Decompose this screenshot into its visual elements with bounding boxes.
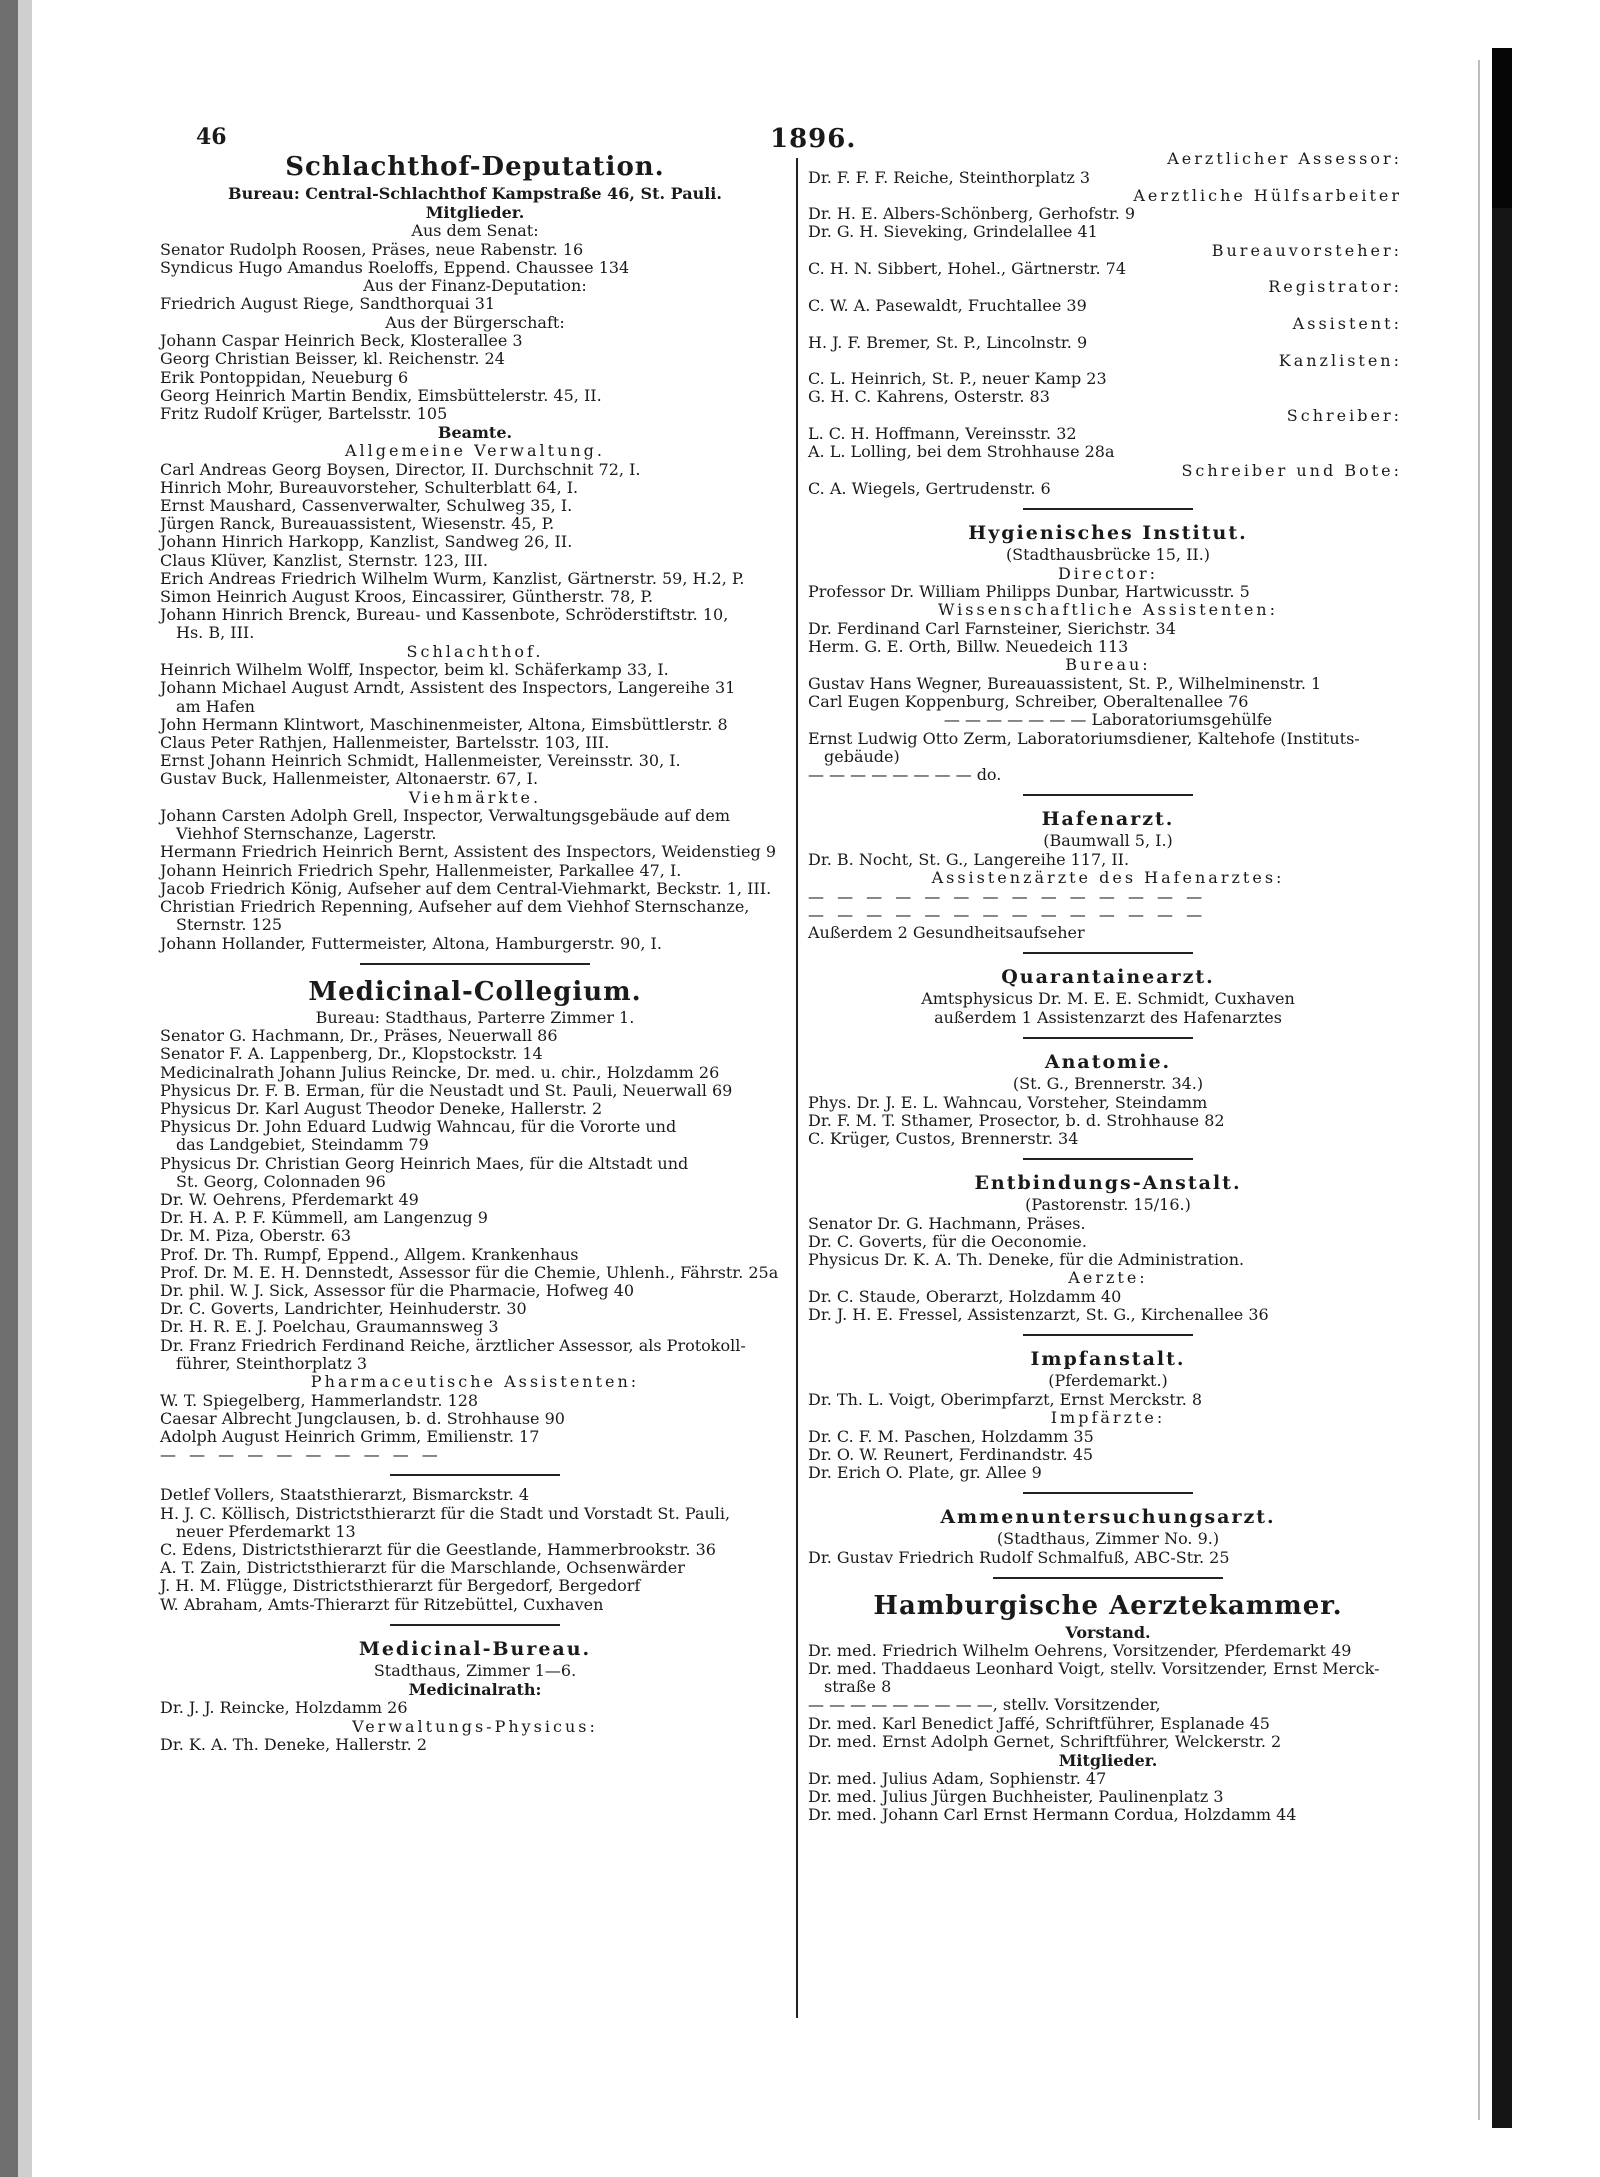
hafen-assistenz-heading: Assistenzärzte des Hafenarztes: bbox=[931, 868, 1285, 888]
schreiber-entry: L. C. H. Hoffmann, Vereinsstr. 32 bbox=[808, 424, 1077, 444]
viehmarkt-entry: Hermann Friedrich Heinrich Bernt, Assistent des Inspectors, Weidenstieg 9 bbox=[160, 842, 777, 862]
vorstand-entry-cont: straße 8 bbox=[824, 1677, 892, 1697]
section-rule bbox=[1023, 508, 1193, 510]
schlachthof-mitglieder-heading: Mitglieder. bbox=[425, 203, 525, 222]
collegium-entry: Physicus Dr. John Eduard Ludwig Wahncau, für die Vororte und bbox=[160, 1117, 677, 1137]
finanz-heading: Aus der Finanz-Deputation: bbox=[363, 275, 587, 295]
section-rule bbox=[993, 1577, 1223, 1579]
verwaltung-entry: Simon Heinrich August Kroos, Eincassirer, Güntherstr. 78, P. bbox=[160, 587, 654, 607]
collegium-entry: Dr. H. R. E. J. Poelchau, Graumannsweg 3 bbox=[160, 1317, 499, 1337]
viehmarkt-entry-cont: Viehhof Sternschanze, Lagerstr. bbox=[176, 824, 437, 844]
section-rule bbox=[1023, 1037, 1193, 1039]
verwaltungs-physicus-heading: Verwaltungs-Physicus: bbox=[352, 1716, 598, 1736]
medicinal-bureau: Bureau: Stadthaus, Parterre Zimmer 1. bbox=[315, 1007, 635, 1027]
registrator-entry: C. W. A. Pasewaldt, Fruchtallee 39 bbox=[808, 295, 1087, 315]
quarantaine-entry: Amtsphysicus Dr. M. E. E. Schmidt, Cuxhaven bbox=[921, 989, 1295, 1009]
schlachthof-heading: Schlachthof. bbox=[406, 641, 544, 661]
right-column bbox=[808, 150, 1408, 1825]
thierarzt-entry-cont: neuer Pferdemarkt 13 bbox=[176, 1521, 356, 1541]
hafen-dash-line: — — — — — — — — — — — — — — bbox=[808, 904, 1207, 924]
schreiber-entry: A. L. Lolling, bei dem Strohhause 28a bbox=[808, 442, 1115, 462]
page-edge-line bbox=[1478, 60, 1480, 2120]
hafen-dash-line: — — — — — — — — — — — — — — bbox=[808, 886, 1207, 906]
quarantaine-entry: außerdem 1 Assistenzarzt des Hafenarztes bbox=[934, 1007, 1282, 1027]
hyg-director-heading: Director: bbox=[1057, 563, 1159, 583]
hyg-bureau-heading: Bureau: bbox=[1065, 655, 1151, 675]
thierarzt-entry: H. J. C. Köllisch, Districtsthierarzt für die Stadt und Vorstadt St. Pauli, bbox=[160, 1503, 731, 1523]
thierarzt-entry: J. H. M. Flügge, Districtsthierarzt für Bergedorf, Bergedorf bbox=[160, 1576, 641, 1596]
entbindung-aerzte-heading: Aerzte: bbox=[1068, 1268, 1148, 1288]
hyg-lab-entry: Ernst Ludwig Otto Zerm, Laboratoriumsdiener, Kaltehofe (Instituts- bbox=[808, 728, 1360, 748]
kanzlist-entry: G. H. C. Kahrens, Osterstr. 83 bbox=[808, 387, 1050, 407]
assistent-heading: Assistent: bbox=[1292, 314, 1402, 334]
verwaltungs-physicus-entry: Dr. K. A. Th. Deneke, Hallerstr. 2 bbox=[160, 1735, 428, 1754]
impf-location: (Pferdemarkt.) bbox=[1048, 1371, 1168, 1391]
hyg-do-line: — — — — — — — — do. bbox=[808, 765, 1002, 785]
verwaltung-entry: Hinrich Mohr, Bureauvorsteher, Schulterblatt 64, I. bbox=[160, 477, 579, 497]
entbindung-location: (Pastorenstr. 15/16.) bbox=[1025, 1195, 1191, 1215]
viehmarkt-entry-cont: Sternstr. 125 bbox=[176, 915, 283, 935]
bureauvorsteher-heading: Bureauvorsteher: bbox=[1211, 240, 1402, 260]
impfarzt-entry: Dr. Erich O. Plate, gr. Allee 9 bbox=[808, 1462, 1042, 1482]
impfarzt-entry: Dr. O. W. Reunert, Ferdinandstr. 45 bbox=[808, 1444, 1094, 1464]
medicinalrath-entry: Dr. J. J. Reincke, Holzdamm 26 bbox=[160, 1698, 408, 1718]
viehmarkt-entry: Johann Heinrich Friedrich Spehr, Hallenmeister, Parkallee 47, I. bbox=[160, 860, 682, 880]
schlachthof-entry: Gustav Buck, Hallenmeister, Altonaerstr. 67, I. bbox=[160, 769, 539, 789]
binding-shadow-left bbox=[0, 0, 18, 2177]
senat-heading: Aus dem Senat: bbox=[411, 221, 539, 240]
binding-shadow-right-top bbox=[1492, 48, 1512, 208]
bureauvorsteher-entry: C. H. N. Sibbert, Hohel., Gärtnerstr. 74 bbox=[808, 259, 1127, 279]
viehmaerkte-heading: Viehmärkte. bbox=[408, 787, 542, 807]
hyg-wiss-entry: Dr. Ferdinand Carl Farnsteiner, Sierichstr. 34 bbox=[808, 618, 1176, 638]
bureau-location: Stadthaus, Zimmer 1—6. bbox=[373, 1660, 577, 1680]
viehmarkt-entry: Johann Hollander, Futtermeister, Altona, Hamburgerstr. 90, I. bbox=[160, 933, 662, 953]
kammer-mitglied-entry: Dr. med. Johann Carl Ernst Hermann Cordua, Holzdamm 44 bbox=[808, 1805, 1297, 1825]
verwaltung-entry: Jürgen Ranck, Bureauassistent, Wiesenstr. 45, P. bbox=[160, 514, 555, 534]
finanz-entry: Friedrich August Riege, Sandthorquai 31 bbox=[160, 294, 496, 314]
section-rule bbox=[360, 963, 590, 965]
collegium-entry: Dr. Franz Friedrich Ferdinand Reiche, ärztlicher Assessor, als Protokoll- bbox=[160, 1335, 746, 1355]
hyg-wiss-heading: Wissenschaftliche Assistenten: bbox=[938, 600, 1278, 620]
bote-heading: Schreiber und Bote: bbox=[1181, 460, 1402, 480]
buerger-entry: Johann Caspar Heinrich Beck, Klosterallee 3 bbox=[160, 331, 523, 351]
hyg-director-entry: Professor Dr. William Philipps Dunbar, Hartwicusstr. 5 bbox=[808, 582, 1250, 602]
pharm-dash-line: — — — — — — — — — — bbox=[160, 1445, 442, 1465]
buerger-entry: Fritz Rudolf Krüger, Bartelsstr. 105 bbox=[160, 403, 448, 423]
aerztl-assessor-entry: Dr. F. F. F. Reiche, Steinthorplatz 3 bbox=[808, 167, 1091, 187]
oberimpfarzt-entry: Dr. Th. L. Voigt, Oberimpfarzt, Ernst Merckstr. 8 bbox=[808, 1389, 1203, 1409]
entbindung-entry: Senator Dr. G. Hachmann, Präses. bbox=[808, 1213, 1086, 1233]
hyg-location: (Stadthausbrücke 15, II.) bbox=[1005, 545, 1211, 565]
vorstand-entry: Dr. med. Friedrich Wilhelm Oehrens, Vorsitzender, Pferdemarkt 49 bbox=[808, 1640, 1352, 1660]
collegium-entry: Physicus Dr. F. B. Erman, für die Neustadt und St. Pauli, Neuerwall 69 bbox=[160, 1080, 733, 1100]
collegium-entry: Dr. M. Piza, Oberstr. 63 bbox=[160, 1226, 352, 1246]
verwaltung-entry: Ernst Maushard, Cassenverwalter, Schulweg 35, I. bbox=[160, 496, 573, 516]
collegium-entry: Dr. H. A. P. F. Kümmell, am Langenzug 9 bbox=[160, 1208, 488, 1228]
page-year: 1896. bbox=[770, 124, 857, 154]
hyg-bureau-entry: Carl Eugen Koppenburg, Schreiber, Oberaltenallee 76 bbox=[808, 692, 1249, 712]
entbindung-arzt-entry: Dr. J. H. E. Fressel, Assistenzarzt, St. G., Kirchenallee 36 bbox=[808, 1305, 1269, 1325]
section-title-medicinal-collegium: Medicinal-Collegium. bbox=[308, 976, 642, 1007]
section-title-medicinal-bureau: Medicinal-Bureau. bbox=[358, 1637, 592, 1660]
anatomie-entry: Phys. Dr. J. E. L. Wahncau, Vorsteher, Steindamm bbox=[808, 1092, 1208, 1112]
verwaltung-entry: Claus Klüver, Kanzlist, Sternstr. 123, III. bbox=[160, 550, 488, 570]
collegium-entry: Medicinalrath Johann Julius Reincke, Dr. med. u. chir., Holzdamm 26 bbox=[160, 1062, 720, 1082]
aerztl-assessor-heading: Aerztlicher Assessor: bbox=[1167, 149, 1402, 168]
hyg-lab-heading: — — — — — — — Laboratoriumsgehülfe bbox=[943, 710, 1273, 730]
section-rule bbox=[1023, 1492, 1193, 1494]
schlachthof-bureau: Bureau: Central-Schlachthof Kampstraße 46, St. Pauli. bbox=[228, 184, 722, 203]
vorstand-entry: Dr. med. Thaddaeus Leonhard Voigt, stellv. Vorsitzender, Ernst Merck- bbox=[808, 1659, 1380, 1679]
left-column bbox=[160, 150, 790, 1754]
anatomie-entry: C. Krüger, Custos, Brennerstr. 34 bbox=[808, 1129, 1079, 1149]
binding-shadow-right bbox=[1492, 48, 1512, 2128]
senat-entry: Senator Rudolph Roosen, Präses, neue Rabenstr. 16 bbox=[160, 239, 584, 259]
pharm-heading: Pharmaceutische Assistenten: bbox=[310, 1372, 640, 1392]
viehmarkt-entry: Jacob Friedrich König, Aufseher auf dem Central-Viehmarkt, Beckstr. 1, III. bbox=[160, 878, 772, 898]
impfarzt-entry: Dr. C. F. M. Paschen, Holzdamm 35 bbox=[808, 1426, 1094, 1446]
collegium-entry: Physicus Dr. Christian Georg Heinrich Maes, für die Altstadt und bbox=[160, 1153, 689, 1173]
pharm-entry: W. T. Spiegelberg, Hammerlandstr. 128 bbox=[160, 1390, 479, 1410]
column-divider bbox=[796, 158, 798, 2018]
collegium-entry: Physicus Dr. Karl August Theodor Deneke, Hallerstr. 2 bbox=[160, 1099, 603, 1119]
amme-entry: Dr. Gustav Friedrich Rudolf Schmalfuß, ABC-Str. 25 bbox=[808, 1547, 1230, 1567]
schlachthof-entry: Heinrich Wilhelm Wolff, Inspector, beim kl. Schäferkamp 33, I. bbox=[160, 660, 669, 680]
section-title-aerztekammer: Hamburgische Aerztekammer. bbox=[873, 1590, 1343, 1621]
medicinalrath-heading: Medicinalrath: bbox=[408, 1680, 542, 1700]
verwaltung-entry-cont: Hs. B, III. bbox=[176, 623, 255, 643]
kanzlisten-heading: Kanzlisten: bbox=[1278, 350, 1402, 370]
collegium-entry: Senator G. Hachmann, Dr., Präses, Neuerwall 86 bbox=[160, 1026, 558, 1046]
anatomie-location: (St. G., Brennerstr. 34.) bbox=[1012, 1074, 1204, 1094]
collegium-entry: Dr. C. Goverts, Landrichter, Heinhuderstr. 30 bbox=[160, 1299, 527, 1319]
kanzlist-entry: C. L. Heinrich, St. P., neuer Kamp 23 bbox=[808, 369, 1107, 389]
beamte-heading: Beamte. bbox=[437, 423, 513, 443]
thierarzt-entry: C. Edens, Districtsthierarzt für die Geestlande, Hammerbrookstr. 36 bbox=[160, 1539, 716, 1559]
hyg-bureau-entry: Gustav Hans Wegner, Bureauassistent, St. P., Wilhelminenstr. 1 bbox=[808, 673, 1322, 693]
collegium-entry-cont: das Landgebiet, Steindamm 79 bbox=[176, 1135, 429, 1155]
section-title-quarantainearzt: Quarantainearzt. bbox=[1001, 966, 1215, 989]
collegium-entry: Prof. Dr. M. E. H. Dennstedt, Assessor für die Chemie, Uhlenh., Fährstr. 25a bbox=[160, 1262, 779, 1282]
huelfsarbeiter-entry: Dr. G. H. Sieveking, Grindelallee 41 bbox=[808, 222, 1098, 242]
senat-entry: Syndicus Hugo Amandus Roeloffs, Eppend. Chaussee 134 bbox=[160, 257, 630, 277]
bote-entry: C. A. Wiegels, Gertrudenstr. 6 bbox=[808, 479, 1051, 499]
buerger-entry: Georg Heinrich Martin Bendix, Eimsbüttelerstr. 45, II. bbox=[160, 385, 602, 405]
verwaltung-heading: Allgemeine Verwaltung. bbox=[344, 441, 606, 461]
assistent-entry: H. J. F. Bremer, St. P., Lincolnstr. 9 bbox=[808, 332, 1088, 352]
section-title-impfanstalt: Impfanstalt. bbox=[1030, 1348, 1186, 1371]
huelfsarbeiter-entry: Dr. H. E. Albers-Schönberg, Gerhofstr. 9 bbox=[808, 204, 1136, 224]
verwaltung-entry: Erich Andreas Friedrich Wilhelm Wurm, Kanzlist, Gärtnerstr. 59, H.2, P. bbox=[160, 568, 745, 588]
anatomie-entry: Dr. F. M. T. Sthamer, Prosector, b. d. Strohhause 82 bbox=[808, 1110, 1225, 1130]
entbindung-entry: Dr. C. Goverts, für die Oeconomie. bbox=[808, 1231, 1087, 1251]
hafen-location: (Baumwall 5, I.) bbox=[1043, 831, 1173, 851]
pharm-entry: Caesar Albrecht Jungclausen, b. d. Strohhause 90 bbox=[160, 1408, 565, 1428]
collegium-entry: Senator F. A. Lappenberg, Dr., Klopstockstr. 14 bbox=[160, 1044, 543, 1064]
thierarzt-entry: Detlef Vollers, Staatsthierarzt, Bismarckstr. 4 bbox=[160, 1485, 530, 1505]
section-rule bbox=[1023, 1334, 1193, 1336]
hyg-wiss-entry: Herm. G. E. Orth, Billw. Neuedeich 113 bbox=[808, 637, 1129, 657]
hafen-gesundheit-entry: Außerdem 2 Gesundheitsaufseher bbox=[808, 922, 1085, 942]
buerger-entry: Georg Christian Beisser, kl. Reichenstr. 24 bbox=[160, 349, 505, 369]
huelfsarbeiter-heading: Aerztliche Hülfsarbeiter bbox=[1133, 185, 1402, 205]
collegium-entry: Dr. phil. W. J. Sick, Assessor für die Pharmacie, Hofweg 40 bbox=[160, 1281, 635, 1301]
hyg-lab-entry-cont: gebäude) bbox=[824, 746, 900, 766]
kammer-mitglied-entry: Dr. med. Julius Jürgen Buchheister, Paulinenplatz 3 bbox=[808, 1787, 1224, 1807]
entbindung-arzt-entry: Dr. C. Staude, Oberarzt, Holzdamm 40 bbox=[808, 1286, 1122, 1306]
entbindung-entry: Physicus Dr. K. A. Th. Deneke, für die Administration. bbox=[808, 1250, 1245, 1270]
section-rule bbox=[390, 1474, 560, 1476]
buerger-entry: Erik Pontoppidan, Neueburg 6 bbox=[160, 367, 409, 387]
collegium-entry-cont: St. Georg, Colonnaden 96 bbox=[176, 1171, 386, 1191]
schreiber-heading: Schreiber: bbox=[1286, 405, 1402, 425]
section-title-schlachthof: Schlachthof-Deputation. bbox=[285, 152, 665, 182]
schlachthof-entry: Johann Michael August Arndt, Assistent des Inspectors, Langereihe 31 bbox=[160, 678, 736, 698]
binding-edge-left bbox=[18, 0, 32, 2177]
schlachthof-entry: Ernst Johann Heinrich Schmidt, Hallenmeister, Vereinsstr. 30, I. bbox=[160, 751, 681, 771]
vorstand-entry: Dr. med. Ernst Adolph Gernet, Schriftführer, Welckerstr. 2 bbox=[808, 1731, 1282, 1751]
hafenarzt-entry: Dr. B. Nocht, St. G., Langereihe 117, II. bbox=[808, 849, 1130, 869]
buerger-heading: Aus der Bürgerschaft: bbox=[385, 312, 565, 332]
impfaerzte-heading: Impfärzte: bbox=[1050, 1408, 1166, 1427]
section-title-entbindungs-anstalt: Entbindungs-Anstalt. bbox=[974, 1172, 1242, 1195]
thierarzt-entry: A. T. Zain, Districtsthierarzt für die Marschlande, Ochsenwärder bbox=[160, 1558, 685, 1578]
pharm-entry: Adolph August Heinrich Grimm, Emilienstr. 17 bbox=[160, 1426, 540, 1446]
section-title-hafenarzt: Hafenarzt. bbox=[1041, 808, 1175, 831]
section-title-anatomie: Anatomie. bbox=[1044, 1051, 1172, 1074]
registrator-heading: Registrator: bbox=[1268, 277, 1402, 297]
verwaltung-entry: Johann Hinrich Brenck, Bureau- und Kassenbote, Schröderstiftstr. 10, bbox=[160, 605, 729, 625]
amme-location: (Stadthaus, Zimmer No. 9.) bbox=[996, 1529, 1220, 1549]
schlachthof-entry-cont: am Hafen bbox=[176, 696, 255, 716]
collegium-entry: Dr. W. Oehrens, Pferdemarkt 49 bbox=[160, 1190, 419, 1210]
viehmarkt-entry: Christian Friedrich Repenning, Aufseher auf dem Viehhof Sternschanze, bbox=[160, 897, 750, 917]
verwaltung-entry: Johann Hinrich Harkopp, Kanzlist, Sandweg 26, II. bbox=[160, 532, 573, 552]
viehmarkt-entry: Johann Carsten Adolph Grell, Inspector, Verwaltungsgebäude auf dem bbox=[160, 806, 731, 826]
section-title-hygienisches-institut: Hygienisches Institut. bbox=[968, 522, 1248, 545]
collegium-entry-cont: führer, Steinthorplatz 3 bbox=[176, 1353, 368, 1373]
schlachthof-entry: Claus Peter Rathjen, Hallenmeister, Bartelsstr. 103, III. bbox=[160, 732, 610, 752]
section-rule bbox=[1023, 952, 1193, 954]
thierarzt-entry: W. Abraham, Amts-Thierarzt für Ritzebüttel, Cuxhaven bbox=[160, 1594, 604, 1614]
section-rule bbox=[390, 1624, 560, 1626]
verwaltung-entry: Carl Andreas Georg Boysen, Director, II. Durchschnit 72, I. bbox=[160, 459, 641, 479]
collegium-entry: Prof. Dr. Th. Rumpf, Eppend., Allgem. Krankenhaus bbox=[160, 1244, 579, 1264]
vorstand-dash-line: — — — — — — — — —, stellv. Vorsitzender, bbox=[808, 1695, 1161, 1715]
section-rule bbox=[1023, 794, 1193, 796]
vorstand-entry: Dr. med. Karl Benedict Jaffé, Schriftführer, Esplanade 45 bbox=[808, 1713, 1270, 1733]
section-rule bbox=[1023, 1158, 1193, 1160]
page-number: 46 bbox=[196, 124, 227, 150]
kammer-mitglied-entry: Dr. med. Julius Adam, Sophienstr. 47 bbox=[808, 1769, 1107, 1789]
kammer-mitglieder-heading: Mitglieder. bbox=[1058, 1751, 1158, 1771]
schlachthof-entry: John Hermann Klintwort, Maschinenmeister, Altona, Eimsbüttlerstr. 8 bbox=[160, 714, 728, 734]
vorstand-heading: Vorstand. bbox=[1065, 1622, 1151, 1642]
section-title-ammenuntersuchungsarzt: Ammenuntersuchungsarzt. bbox=[940, 1506, 1276, 1529]
